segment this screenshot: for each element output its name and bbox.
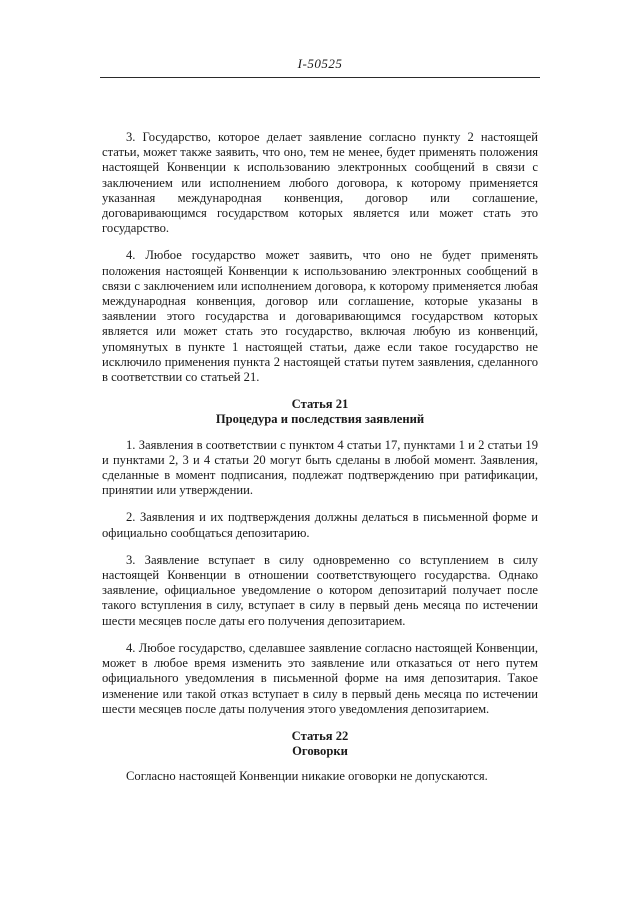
article-22-title: Оговорки xyxy=(292,744,348,759)
document-body xyxy=(102,130,538,785)
article-22-number: Статья 22 xyxy=(291,728,349,743)
article21-paragraph-4: 4. Любое государство, сделавшее заявление согласно настоящей Конвенции, может в любое время изменить это заявление или отказаться от него путем официального уведомления в письменной форме на имя депозитария. Такое изменение или такой отказ вступает в силу в первый день месяца по истечении шести месяцев после даты получения этого уведомления депозитарием. xyxy=(102,640,538,716)
article20-paragraph-4: 4. Любое государство может заявить, что оно не будет применять положения настоящей Конвенции к использованию электронных сообщений в связи с заключением или исполнением договора, к которому применяется любая международная конвенция, договор или соглашение, которые указаны в заявлении этого государства и договаривающимся государством которых является или может стать это государство, включая любую из конвенций, упомянутых в пункте 1 настоящей статьи, даже если такое государство не исключило применения пункта 2 настоящей статьи путем заявления, сделанного в соответствии со статьей 21. xyxy=(102,248,538,385)
article-22-heading xyxy=(102,729,538,759)
article-21-title: Процедура и последствия заявлений xyxy=(215,412,425,427)
header-divider xyxy=(100,77,540,78)
article-21-heading xyxy=(102,397,538,427)
article-21-number: Статья 21 xyxy=(291,397,349,412)
article21-paragraph-3: 3. Заявление вступает в силу одновременно со вступлением в силу настоящей Конвенции в отношении соответствующего государства. Однако заявление, официальное уведомление о котором депозитарий получает после такого вступления в силу, вступает в силу в первый день месяца по истечении шести месяцев после даты его получения депозитарием. xyxy=(102,552,538,628)
article22-text: Согласно настоящей Конвенции никакие оговорки не допускаются. xyxy=(126,769,488,784)
article21-paragraph-2: 2. Заявления и их подтверждения должны делаться в письменной форме и официально сообщаться депозитарию. xyxy=(102,510,538,540)
document-number-header: I-50525 xyxy=(297,56,343,71)
article20-paragraph-3: 3. Государство, которое делает заявление согласно пункту 2 настоящей статьи, может также заявить, что оно, тем не менее, будет применять положения настоящей Конвенции к использованию электронных сообщений в связи с заключением или исполнением любого договора, к которому применяется указанная международная конвенция, договор или соглашение, договаривающимся государством которых является или может стать это государство. xyxy=(102,130,538,236)
article21-paragraph-1: 1. Заявления в соответствии с пунктом 4 статьи 17, пунктами 1 и 2 статьи 19 и пунктами 2, 3 и 4 статьи 20 могут быть сделаны в любой момент. Заявления, сделанные в момент подписания, подлежат подтверждению при ратификации, принятии или утверждении. xyxy=(102,437,538,498)
